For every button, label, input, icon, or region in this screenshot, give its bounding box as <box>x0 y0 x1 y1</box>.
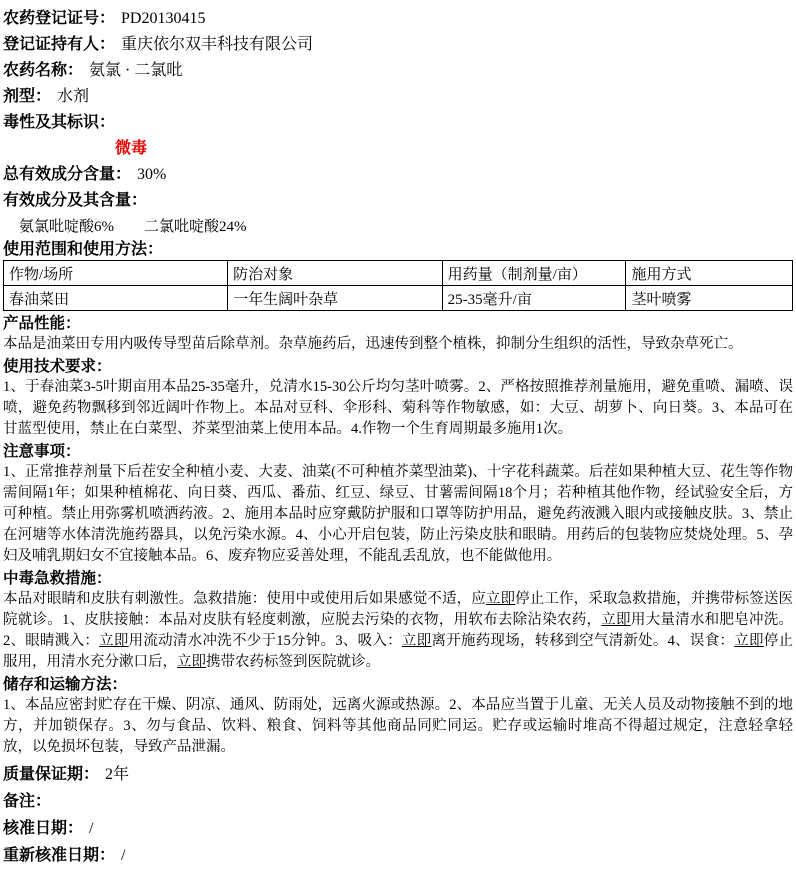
field-remark <box>3 788 793 815</box>
section-first-aid <box>3 568 793 673</box>
reapproval-date-label: 重新核准日期： <box>3 847 116 864</box>
usage-header-dosage: 用药量（制剂量/亩） <box>442 261 626 286</box>
bottom-fields <box>3 761 793 869</box>
field-pesticide-name <box>3 58 793 84</box>
usage-table-title: 使用范围和使用方法： <box>3 241 164 258</box>
certificate-holder-label: 登记证持有人： <box>3 36 116 53</box>
pesticide-registration-document <box>3 6 793 869</box>
storage-transport-body: 1、本品应密封贮存在干燥、阴凉、通风、防雨处，远离火源或热源。2、本品应当置于儿童、无关人员及动物接触不到的地方，并加锁保存。3、勿与食品、饮料、粮食、饲料等其他商品同贮同运。贮存或运输时堆高不得超过规定，注意轻拿轻放，以免损坏包装，导致产品泄漏。 <box>3 697 793 755</box>
usage-cell-crop: 春油菜田 <box>4 286 228 311</box>
usage-table-row <box>4 286 793 311</box>
field-reapproval-date <box>3 842 793 869</box>
field-approval-date <box>3 815 793 842</box>
first-aid-body: 本品对眼睛和皮肤有刺激性。急救措施：使用中或使用后如果感觉不适，应立即停止工作，采取急救措施，并携带标签送医院就诊。1、皮肤接触：本品对皮肤有轻度刺激，应脱去污染的衣物，用软布去除沾染农药，立即用大量清水和肥皂冲洗。2、眼睛溅入：立即用流动清水冲洗不少于15分钟。3、吸入：立即离开施药现场，转移到空气清新处。4、误食：立即停止服用，用清水充分漱口后，立即携带农药标签到医院就诊。 <box>3 591 794 670</box>
section-precautions <box>3 441 793 567</box>
pesticide-name-value: 氨氯 · 二氯吡 <box>89 62 183 79</box>
field-active-ingredients <box>3 188 793 214</box>
ingredient-2: 二氯吡啶酸24% <box>144 219 247 235</box>
usage-cell-target: 一年生阔叶杂草 <box>228 286 443 311</box>
technical-requirements-body: 1、于春油菜3-5叶期亩用本品25-35毫升，兑清水15-30公斤均匀茎叶喷雾。2、严格按照推荐剂量施用，避免重喷、漏喷、误喷，避免药物飘移到邻近阔叶作物上。本品对豆科、伞形科、菊科等作物敏感，如：大豆、胡萝卜、向日葵。3、本品可在甘蓝型使用，禁止在白菜型、芥菜型油菜上使用本品。4.作物一个生育周期最多施用1次。 <box>3 379 793 437</box>
field-certificate-holder <box>3 32 793 58</box>
field-toxicity <box>3 110 793 136</box>
registration-number-value: PD20130415 <box>121 10 206 27</box>
toxicity-level-line <box>3 136 793 162</box>
formulation-label: 剂型： <box>3 88 52 105</box>
usage-header-method: 施用方式 <box>626 261 793 286</box>
pesticide-name-label: 农药名称： <box>3 62 84 79</box>
first-aid-title: 中毒急救措施： <box>3 570 112 587</box>
usage-table <box>3 260 793 311</box>
precautions-body: 1、正常推荐剂量下后茬安全种植小麦、大麦、油菜(不可种植芥菜型油菜)、十字花科蔬菜。后茬如果种植大豆、花生等作物需间隔1年；如果种植棉花、向日葵、西瓜、番茄、红豆、绿豆、甘薯需间隔18个月；若种植其他作物，经试验安全后，方可种植。禁止用弥雾机喷洒药液。2、施用本品时应穿戴防护服和口罩等防护用品，避免药液溅入眼内或接触皮肤。3、禁止在河塘等水体清洗施药器具，以免污染水源。4、小心开启包装，防止污染皮肤和眼睛。用药后的包装物应焚烧处理。5、孕妇及哺乳期妇女不宜接触本品。6、废弃物应妥善处理，不能乱丢乱放，也不能做他用。 <box>3 464 793 564</box>
field-total-active-content <box>3 162 793 188</box>
total-active-content-label: 总有效成分含量： <box>3 166 132 183</box>
section-storage-transport <box>3 674 793 758</box>
usage-cell-dosage: 25-35毫升/亩 <box>442 286 626 311</box>
usage-header-target: 防治对象 <box>228 261 443 286</box>
product-performance-body: 本品是油菜田专用内吸传导型苗后除草剂。杂草施药后，迅速传到整个植株，抑制分生组织的活性，导致杂草死亡。 <box>3 336 743 352</box>
technical-requirements-title: 使用技术要求： <box>3 358 112 375</box>
certificate-holder-value: 重庆依尔双丰科技有限公司 <box>121 36 314 53</box>
ingredient-1: 氨氯吡啶酸6% <box>19 219 114 235</box>
remark-label: 备注： <box>3 793 52 810</box>
field-registration-number <box>3 6 793 32</box>
field-warranty-period <box>3 761 793 788</box>
registration-number-label: 农药登记证号： <box>3 10 116 27</box>
usage-cell-method: 茎叶喷雾 <box>626 286 793 311</box>
precautions-title: 注意事项： <box>3 443 81 460</box>
toxicity-level-badge: 微毒 <box>115 140 148 157</box>
active-ingredients-values <box>3 214 793 240</box>
storage-transport-title: 储存和运输方法： <box>3 676 128 693</box>
approval-date-value: / <box>89 820 94 837</box>
product-performance-title: 产品性能： <box>3 315 81 332</box>
warranty-period-value: 2年 <box>105 766 130 783</box>
total-active-content-value: 30% <box>137 166 167 183</box>
warranty-period-label: 质量保证期： <box>3 766 100 783</box>
usage-table-header-row <box>4 261 793 286</box>
formulation-value: 水剂 <box>57 88 90 105</box>
field-formulation <box>3 84 793 110</box>
active-ingredients-label: 有效成分及其含量： <box>3 192 148 209</box>
approval-date-label: 核准日期： <box>3 820 84 837</box>
reapproval-date-value: / <box>121 847 126 864</box>
usage-header-crop: 作物/场所 <box>4 261 228 286</box>
toxicity-label: 毒性及其标识： <box>3 114 116 131</box>
section-product-performance <box>3 313 793 355</box>
section-technical-requirements <box>3 356 793 440</box>
